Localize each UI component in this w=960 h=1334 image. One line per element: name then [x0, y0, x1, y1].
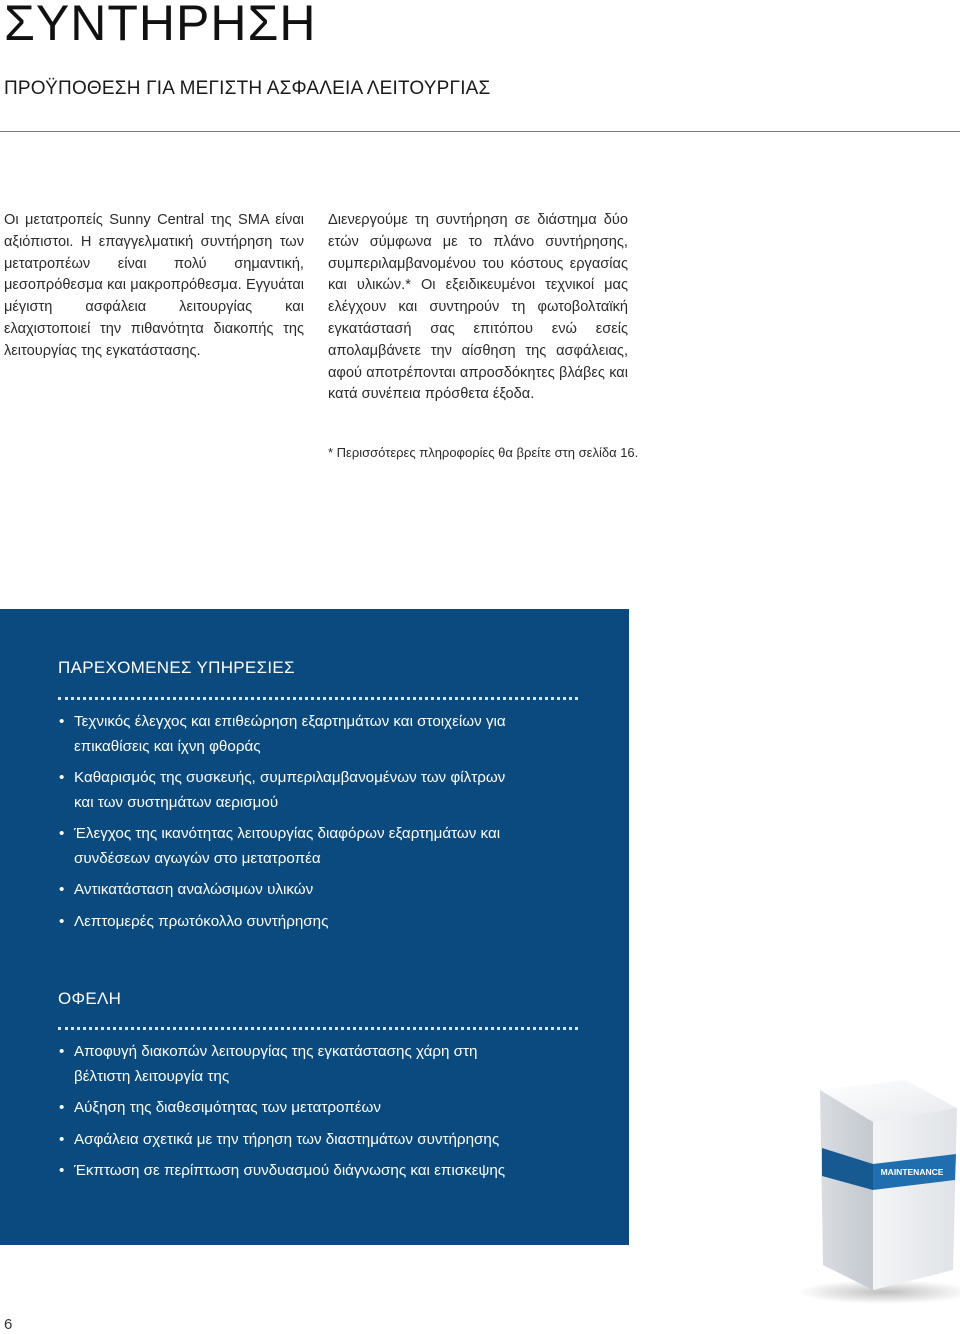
- benefit-item: • Αποφυγή διακοπών λειτουργίας της εγκατάστασης χάρη στη βέλτιστη λειτουργία της: [58, 1040, 528, 1089]
- service-item: • Τεχνικός έλεγχος και επιθεώρηση εξαρτημάτων και στοιχείων για επικαθίσεις και ίχνη φθοράς: [58, 710, 528, 759]
- footnote: * Περισσότερες πληροφορίες θα βρείτε στη σελίδα 16.: [328, 445, 639, 460]
- service-item: • Λεπτομερές πρωτόκολλο συντήρησης: [58, 910, 528, 935]
- benefits-list: [58, 1040, 528, 1191]
- page-subtitle: ΠΡΟΫΠΟΘΕΣΗ ΓΙΑ ΜΕΓΙΣΤΗ ΑΣΦΑΛΕΙΑ ΛΕΙΤΟΥΡΓΙΑΣ: [4, 78, 491, 99]
- benefit-item: • Ασφάλεια σχετικά με την τήρηση των διαστημάτων συντήρησης: [58, 1128, 528, 1153]
- cube-left-face: [820, 1090, 873, 1290]
- services-panel: [0, 609, 629, 1245]
- maintenance-cube-image: [785, 1080, 960, 1310]
- benefit-item: • Έκπτωση σε περίπτωση συνδυασμού διάγνωσης και επισκεψης: [58, 1159, 528, 1184]
- benefits-heading: ΟΦΕΛΗ: [58, 989, 122, 1008]
- services-list: [58, 710, 528, 941]
- services-heading: ΠΑΡΕΧΟΜΕΝΕΣ ΥΠΗΡΕΣΙΕΣ: [58, 658, 295, 677]
- intro-right-paragraph: Διενεργούμε τη συντήρηση σε διάστημα δύο ετών σύμφωνα με το πλάνο συντήρησης, συμπεριλαμβανομένου του κόστους εργασίας και υλικών.* Οι εξειδικευμένοι τεχνικοί μας ελέγχουν και συντηρούν τη φωτοβολταϊκή εγκατάστασή σας επιτόπου ενώ εσείς απολαμβάνετε την αίσθηση της ασφάλειας, αφού αποτρέπονται απροσδόκητες βλάβες και κατά συνέπεια πρόσθετα έξοδα.: [328, 212, 628, 403]
- services-dotted-divider: [58, 697, 578, 700]
- service-item: • Καθαρισμός της συσκευής, συμπεριλαμβανομένων των φίλτρων και των συστημάτων αερισμού: [58, 766, 528, 815]
- cube-label: MAINTENANCE: [880, 1167, 944, 1177]
- benefit-item: • Αύξηση της διαθεσιμότητας των μετατροπέων: [58, 1096, 528, 1121]
- service-item: • Έλεγχος της ικανότητας λειτουργίας διαφόρων εξαρτημάτων και συνδέσεων αγωγών στο μετατροπέα: [58, 822, 528, 871]
- service-item: • Αντικατάσταση αναλώσιμων υλικών: [58, 878, 528, 903]
- page-title: ΣΥΝΤΗΡΗΣΗ: [4, 0, 317, 51]
- intro-left-paragraph: Οι μετατροπείς Sunny Central της SMA είναι αξιόπιστοι. Η επαγγελματική συντήρηση των μετατροπέων είναι πολύ σημαντική, μεσοπρόθεσμα και μακροπρόθεσμα. Εγγυάται μέγιστη ασφάλεια λειτουργίας και ελαχιστοποιεί την πιθανότητα διακοπής της λειτουργίας της εγκατάστασης.: [4, 212, 304, 359]
- benefits-dotted-divider: [58, 1027, 578, 1030]
- header-divider: [0, 131, 960, 132]
- cube-right-face: [873, 1108, 957, 1290]
- page-number: 6: [4, 1316, 13, 1333]
